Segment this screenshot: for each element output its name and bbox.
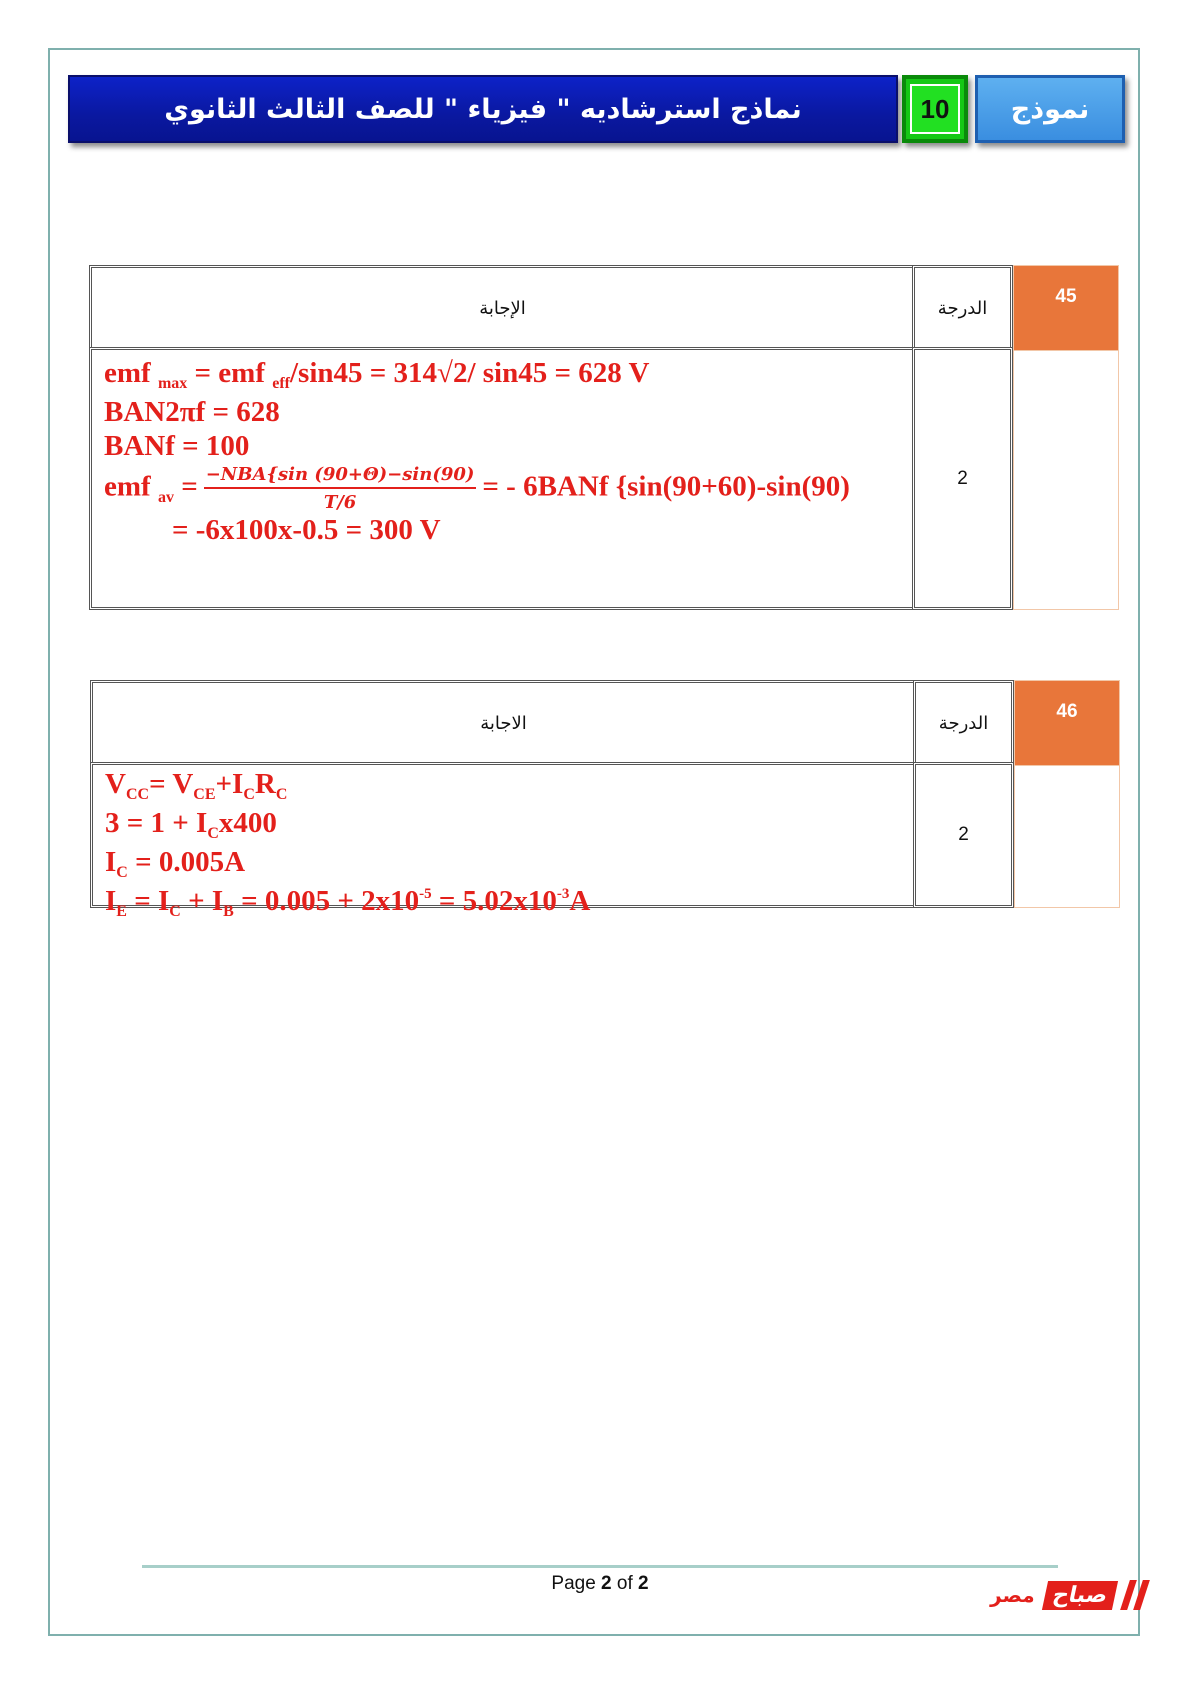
answer-line: $V_{CC}= V_{CE}+I_CR_C$	[105, 768, 288, 803]
answer-header: الاجابة	[90, 680, 917, 766]
grade-header: الدرجة	[912, 265, 1013, 351]
question-number-blank	[1014, 766, 1120, 908]
question-number: 45	[1013, 265, 1119, 351]
page-indicator: Page 2 of 2	[551, 1573, 649, 1594]
answer-line: $I_E = I_C + I_B = 0.005 + 2x10^{-5} = 5.02x10^{-3}A$	[105, 885, 591, 920]
logo-tail-text: مصر	[990, 1583, 1035, 1607]
question-46-table	[90, 680, 1120, 920]
answer-content	[89, 347, 916, 610]
publisher-logo	[955, 1575, 1145, 1615]
model-number: 10	[910, 84, 960, 134]
logo-main-text: صباح	[1042, 1581, 1119, 1610]
fraction: $\frac{\text{−NBA\{sin (90+Θ)−sin(90)}}{T/6}$	[205, 464, 475, 513]
answer-line: emf $_{max}$ = emf $_{eff}$/sin45 = 314√2/ sin45 = 628 V	[104, 357, 650, 392]
answer-line: BANf = 100	[104, 430, 250, 462]
question-number-blank	[1013, 351, 1119, 610]
grade-value: 2	[912, 347, 1013, 610]
question-number: 46	[1014, 680, 1120, 766]
question-45-table	[89, 265, 1119, 610]
footer-divider	[142, 1565, 1058, 1568]
answer-header: الإجابة	[89, 265, 916, 351]
model-number-badge	[902, 75, 968, 143]
answer-line: $3 = 1 + I_Cx400$	[105, 807, 277, 842]
answer-line: BAN2πf = 628	[104, 396, 280, 428]
answer-content	[90, 762, 917, 920]
document-title: نماذج استرشاديه " فيزياء " للصف الثالث الثانوي	[68, 75, 898, 143]
grade-value: 2	[913, 762, 1014, 908]
answer-line: emf $_{av}$ = $\frac{\text{−NBA\{sin (90+Θ)−sin(90)}}{T/6}$ = - 6BANf {sin(90+60)-sin(90)	[104, 464, 850, 513]
grade-header: الدرجة	[913, 680, 1014, 766]
answer-line: = -6x100x-0.5 = 300 V	[172, 514, 441, 546]
model-label: نموذج	[975, 75, 1125, 143]
answer-line: $I_C = 0.005A$	[105, 846, 246, 881]
logo-mark	[1133, 1580, 1150, 1610]
